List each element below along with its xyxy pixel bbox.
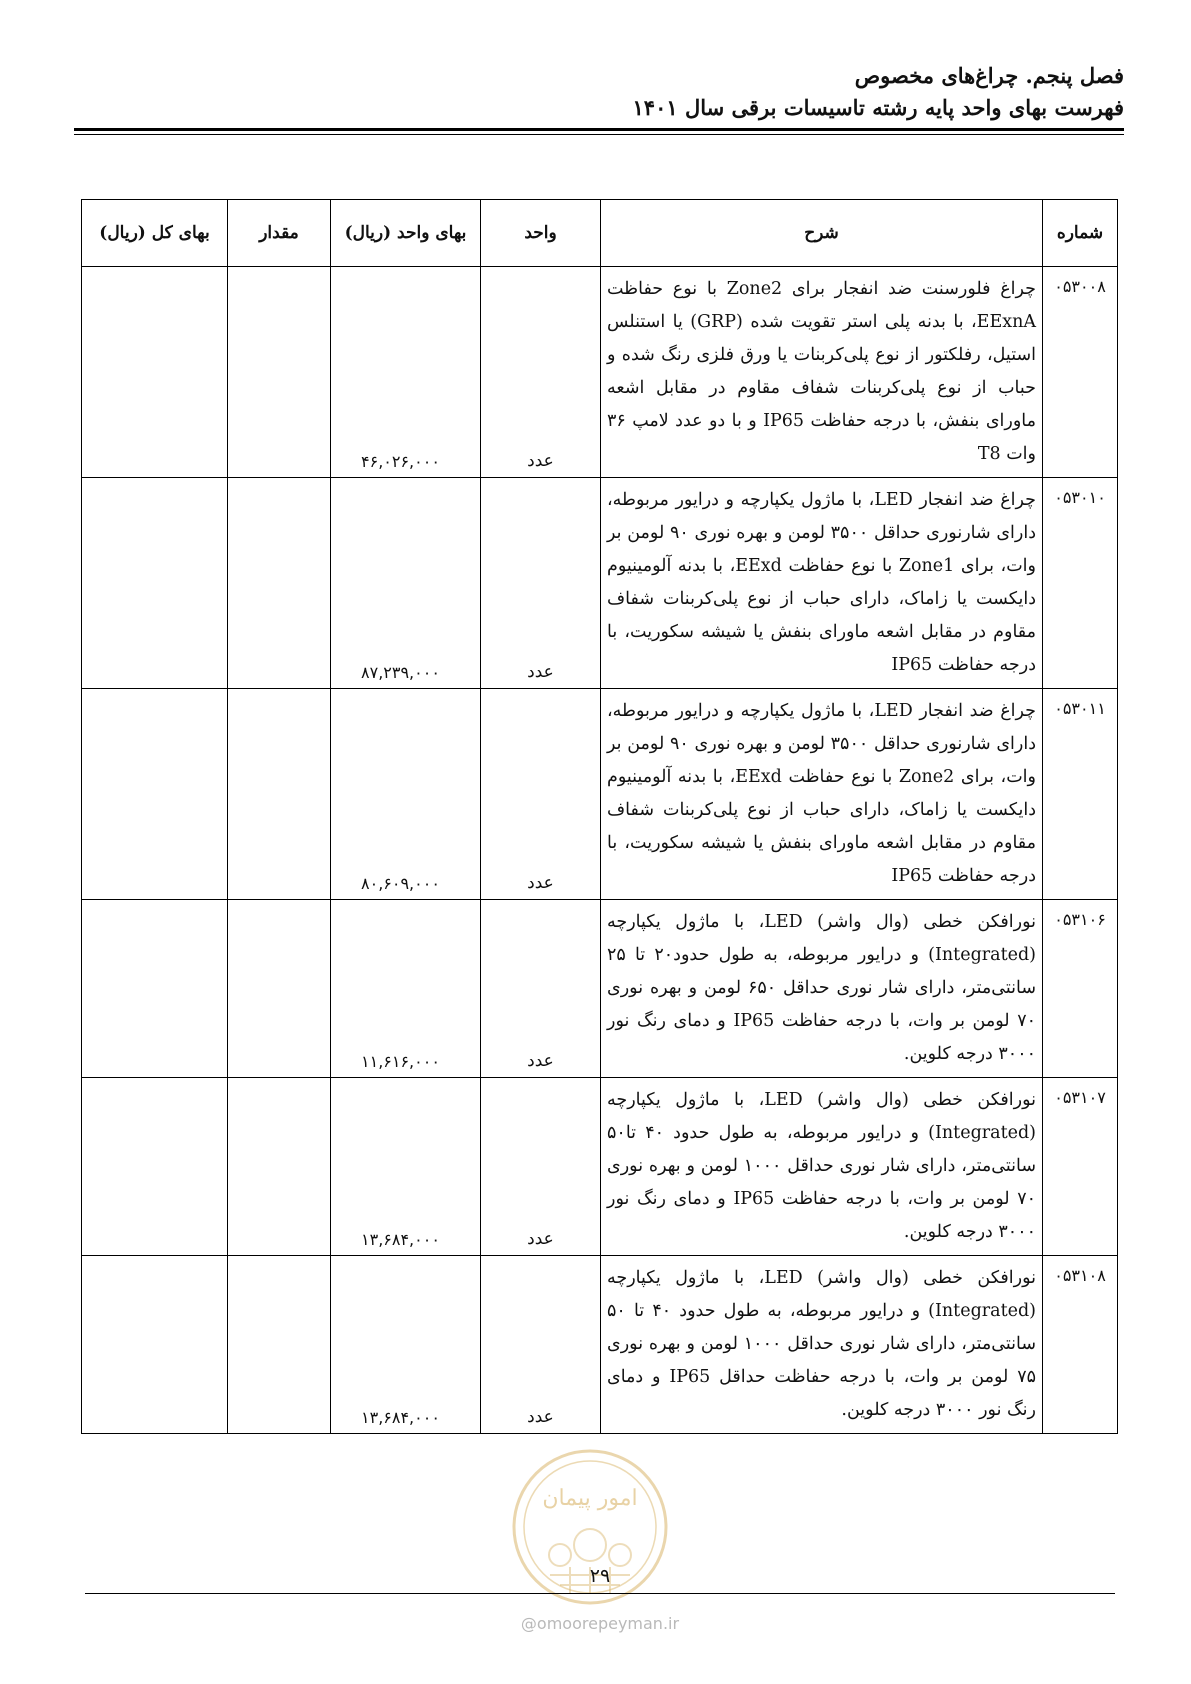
item-total-price xyxy=(82,267,228,478)
item-description: نورافکن خطی (وال واشر) LED، با ماژول یکپارچه (Integrated) و درایور مربوطه، به طول حدود۲۰ تا ۲۵ سانتی‌متر، دارای شار نوری حداقل ۶۵۰ لومن و بهره نوری ۷۰ لومن بر وات، با درجه حفاظت IP65 و دمای رنگ نور ۳۰۰۰ درجه کلوین. xyxy=(601,900,1043,1078)
item-total-price xyxy=(82,478,228,689)
item-unit: عدد xyxy=(481,1078,601,1256)
column-header-unit: واحد xyxy=(481,200,601,267)
item-code: ۰۵۳۰۰۸ xyxy=(1043,267,1118,478)
column-header-code: شماره xyxy=(1043,200,1118,267)
footer-rule xyxy=(85,1593,1115,1594)
table-row xyxy=(82,900,1118,1078)
table-row xyxy=(82,267,1118,478)
item-quantity xyxy=(228,900,331,1078)
item-description: نورافکن خطی (وال واشر) LED، با ماژول یکپارچه (Integrated) و درایور مربوطه، به طول حدود ۴۰ تا ۵۰ سانتی‌متر، دارای شار نوری حداقل ۱۰۰۰ لومن و بهره نوری ۷۵ لومن بر وات، با درجه حفاظت حداقل IP65 و دمای رنگ نور ۳۰۰۰ درجه کلوین. xyxy=(601,1256,1043,1434)
column-header-description: شرح xyxy=(601,200,1043,267)
table-row xyxy=(82,1078,1118,1256)
item-unit: عدد xyxy=(481,900,601,1078)
page-header xyxy=(74,60,1124,124)
table-row xyxy=(82,478,1118,689)
item-description: چراغ ضد انفجار LED، با ماژول یکپارچه و درایور مربوطه، دارای شارنوری حداقل ۳۵۰۰ لومن و بهره نوری ۹۰ لومن بر وات، برای Zone2 با نوع حفاظت EExd، با بدنه آلومینیوم دایکست یا زاماک، دارای حباب از نوع پلی‌کربنات شفاف مقاوم در مقابل اشعه ماورای بنفش یا شیشه سکوریت، با درجه حفاظت IP65 xyxy=(601,689,1043,900)
item-unit-price: ۱۳,۶۸۴,۰۰۰ xyxy=(331,1078,481,1256)
item-code: ۰۵۳۰۱۰ xyxy=(1043,478,1118,689)
item-code: ۰۵۳۰۱۱ xyxy=(1043,689,1118,900)
item-description: چراغ ضد انفجار LED، با ماژول یکپارچه و درایور مربوطه، دارای شارنوری حداقل ۳۵۰۰ لومن و بهره نوری ۹۰ لومن بر وات، برای Zone1 با نوع حفاظت EExd، با بدنه آلومینیوم دایکست یا زاماک، دارای حباب از نوع پلی‌کربنات شفاف مقاوم در مقابل اشعه ماورای بنفش یا شیشه سکوریت، با درجه حفاظت IP65 xyxy=(601,478,1043,689)
column-header-total-price: بهای کل (ریال) xyxy=(82,200,228,267)
item-unit: عدد xyxy=(481,267,601,478)
item-quantity xyxy=(228,1078,331,1256)
item-total-price xyxy=(82,1256,228,1434)
item-quantity xyxy=(228,1256,331,1434)
item-unit-price: ۴۶,۰۲۶,۰۰۰ xyxy=(331,267,481,478)
item-description: چراغ فلورسنت ضد انفجار برای Zone2 با نوع حفاظت EExnA، با بدنه پلی استر تقویت شده (GRP) یا استنلس استیل، رفلکتور از نوع پلی‌کربنات یا ورق فلزی رنگ شده و حباب از نوع پلی‌کربنات شفاف مقاوم در مقابل اشعه ماورای بنفش، با درجه حفاظت IP65 و با دو عدد لامپ ۳۶ وات T8 xyxy=(601,267,1043,478)
item-quantity xyxy=(228,478,331,689)
item-code: ۰۵۳۱۰۶ xyxy=(1043,900,1118,1078)
table-header-row xyxy=(82,200,1118,267)
item-unit-price: ۸۰,۶۰۹,۰۰۰ xyxy=(331,689,481,900)
chapter-title: فصل پنجم. چراغ‌های مخصوص xyxy=(854,63,1124,88)
item-unit-price: ۱۳,۶۸۴,۰۰۰ xyxy=(331,1256,481,1434)
item-unit: عدد xyxy=(481,478,601,689)
table-row xyxy=(82,1256,1118,1434)
item-quantity xyxy=(228,267,331,478)
item-total-price xyxy=(82,1078,228,1256)
column-header-unit-price: بهای واحد (ریال) xyxy=(331,200,481,267)
item-description: نورافکن خطی (وال واشر) LED، با ماژول یکپارچه (Integrated) و درایور مربوطه، به طول حدود ۴۰ تا۵۰ سانتی‌متر، دارای شار نوری حداقل ۱۰۰۰ لومن و بهره نوری ۷۰ لومن بر وات، با درجه حفاظت IP65 و دمای رنگ نور ۳۰۰۰ درجه کلوین. xyxy=(601,1078,1043,1256)
item-code: ۰۵۳۱۰۷ xyxy=(1043,1078,1118,1256)
table-row xyxy=(82,689,1118,900)
item-unit: عدد xyxy=(481,1256,601,1434)
item-unit: عدد xyxy=(481,689,601,900)
price-table xyxy=(81,199,1118,1434)
item-quantity xyxy=(228,689,331,900)
seal-text: امور پیمان xyxy=(542,1486,638,1511)
header-rule-thick xyxy=(74,128,1124,131)
item-total-price xyxy=(82,900,228,1078)
item-total-price xyxy=(82,689,228,900)
column-header-quantity: مقدار xyxy=(228,200,331,267)
item-unit-price: ۱۱,۶۱۶,۰۰۰ xyxy=(331,900,481,1078)
item-code: ۰۵۳۱۰۸ xyxy=(1043,1256,1118,1434)
website-watermark: @omoorepeyman.ir xyxy=(520,1614,680,1633)
item-unit-price: ۸۷,۲۳۹,۰۰۰ xyxy=(331,478,481,689)
header-rule-thin xyxy=(74,134,1124,135)
page-number: ۲۹ xyxy=(589,1565,611,1587)
price-list-title: فهرست بهای واحد پایه رشته تاسیسات برقی سال ۱۴۰۱ xyxy=(632,95,1124,120)
